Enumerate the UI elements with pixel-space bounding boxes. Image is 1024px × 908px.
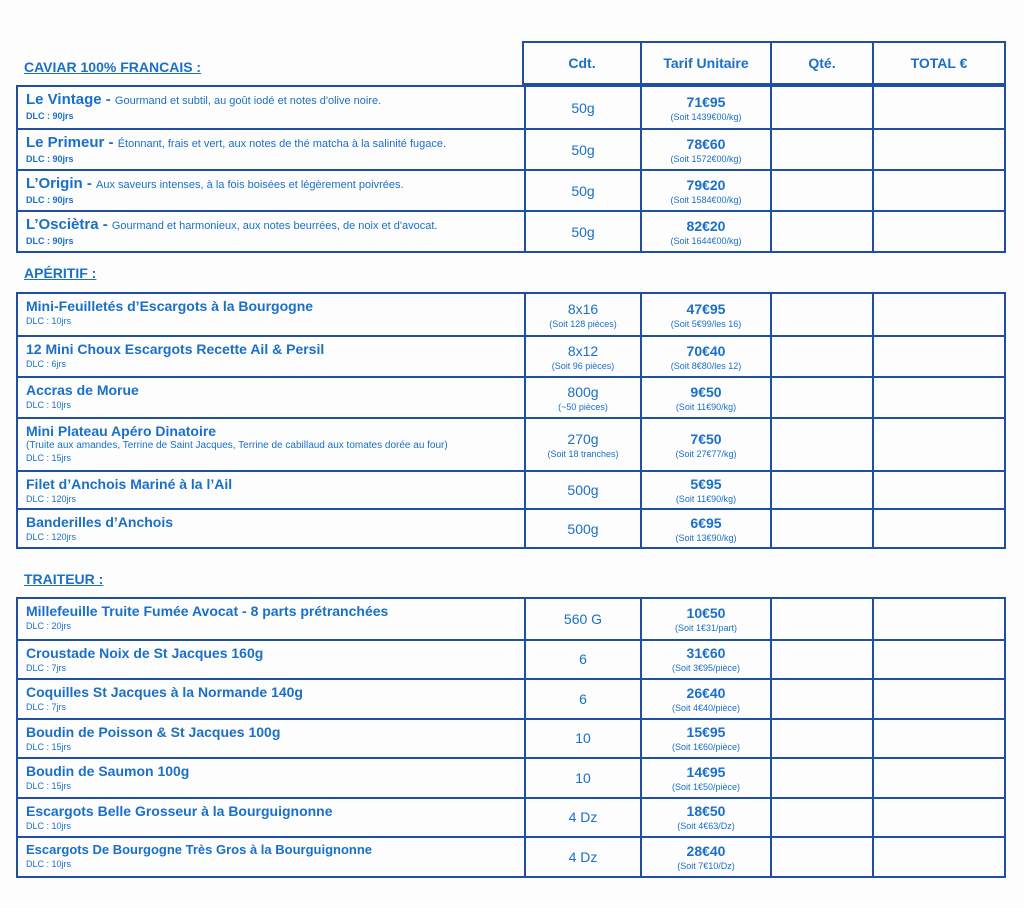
cdt-value: 10 xyxy=(575,769,591,786)
cdt-cell xyxy=(524,87,640,128)
total-cell[interactable] xyxy=(872,799,1004,837)
price-per-unit: (Soit 27€77/kg) xyxy=(675,448,737,459)
total-cell[interactable] xyxy=(872,87,1004,128)
qte-input-cell[interactable] xyxy=(770,472,872,508)
tarif-cell xyxy=(640,337,770,376)
total-cell[interactable] xyxy=(872,759,1004,797)
product-cell xyxy=(18,680,524,718)
table-row xyxy=(18,757,1004,797)
header-qte: Qté. xyxy=(770,43,872,83)
cdt-value: 6 xyxy=(579,690,587,707)
price-per-unit: (Soit 11€90/kg) xyxy=(675,494,737,504)
cdt-value: 50g xyxy=(571,99,595,116)
product-dlc: DLC : 15jrs xyxy=(26,781,72,791)
product-cell xyxy=(18,87,524,128)
table-row xyxy=(18,335,1004,376)
cdt-cell xyxy=(524,641,640,679)
product-description: Gourmand et harmonieux, aux notes beurrées, de noix et d'avocat. xyxy=(111,220,438,232)
product-cell xyxy=(18,599,524,639)
cdt-detail: (Soit 128 pièces) xyxy=(549,318,617,329)
cdt-cell xyxy=(524,212,640,251)
traiteur-table xyxy=(16,597,1006,878)
product-name: Banderilles d’Anchois xyxy=(26,514,174,530)
table-row xyxy=(18,599,1004,639)
price-per-unit: (Soit 1€31/part) xyxy=(674,622,738,633)
cdt-cell xyxy=(524,294,640,335)
product-name: Filet d’Anchois Mariné à la l’Ail xyxy=(26,476,233,492)
qte-input-cell[interactable] xyxy=(770,212,872,251)
cdt-cell xyxy=(524,171,640,210)
product-cell xyxy=(18,759,524,797)
cdt-cell xyxy=(524,720,640,758)
price-value: 10€50 xyxy=(686,604,726,621)
product-dlc: DLC : 10jrs xyxy=(26,859,72,869)
caviar-table xyxy=(16,85,1006,253)
cdt-detail: (~50 pièces) xyxy=(558,401,608,412)
product-dlc: DLC : 15jrs xyxy=(26,453,72,463)
price-value: 5€95 xyxy=(690,476,722,492)
product-cell xyxy=(18,171,524,210)
product-dlc: DLC : 7jrs xyxy=(26,702,67,712)
table-row xyxy=(18,128,1004,169)
cdt-value: 50g xyxy=(571,182,595,199)
price-value: 6€95 xyxy=(690,514,722,531)
product-name: L’Osciètra - xyxy=(26,216,112,233)
total-cell[interactable] xyxy=(872,212,1004,251)
qte-input-cell[interactable] xyxy=(770,759,872,797)
total-cell[interactable] xyxy=(872,680,1004,718)
total-cell[interactable] xyxy=(872,641,1004,679)
cdt-cell xyxy=(524,599,640,639)
tarif-cell xyxy=(640,759,770,797)
product-cell xyxy=(18,212,524,251)
tarif-cell xyxy=(640,294,770,335)
product-dlc: DLC : 15jrs xyxy=(26,741,72,752)
qte-input-cell[interactable] xyxy=(770,378,872,417)
section-title-caviar: CAVIAR 100% FRANCAIS : xyxy=(24,59,202,75)
product-dlc: DLC : 90jrs xyxy=(26,236,74,246)
total-cell[interactable] xyxy=(872,599,1004,639)
cdt-cell xyxy=(524,419,640,470)
product-name: Millefeuille Truite Fumée Avocat - 8 parts prétranchées xyxy=(26,603,389,619)
total-cell[interactable] xyxy=(872,838,1004,876)
qte-input-cell[interactable] xyxy=(770,838,872,876)
price-value: 9€50 xyxy=(690,383,722,400)
product-cell xyxy=(18,838,524,876)
cdt-cell xyxy=(524,130,640,169)
product-dlc: DLC : 10jrs xyxy=(26,820,72,831)
price-value: 18€50 xyxy=(686,803,726,820)
table-row xyxy=(18,639,1004,679)
table-row xyxy=(18,417,1004,470)
price-value: 71€95 xyxy=(686,93,726,110)
product-cell xyxy=(18,510,524,547)
price-per-unit: (Soit 13€90/kg) xyxy=(675,532,737,543)
table-row xyxy=(18,376,1004,417)
cdt-value: 4 Dz xyxy=(568,809,598,826)
cdt-cell xyxy=(524,510,640,547)
product-name: Le Primeur - xyxy=(26,134,118,151)
product-name: Boudin de Poisson & St Jacques 100g xyxy=(26,723,281,740)
total-cell[interactable] xyxy=(872,720,1004,758)
price-value: 15€95 xyxy=(686,724,726,741)
qte-input-cell[interactable] xyxy=(770,510,872,547)
product-cell xyxy=(18,799,524,837)
product-description: Étonnant, frais et vert, aux notes de thé matcha à la salinité fugace. xyxy=(117,138,447,150)
price-value: 7€50 xyxy=(690,430,722,447)
qte-input-cell[interactable] xyxy=(770,641,872,679)
price-value: 70€40 xyxy=(686,342,726,359)
table-row xyxy=(18,678,1004,718)
table-row xyxy=(18,210,1004,251)
qte-input-cell[interactable] xyxy=(770,599,872,639)
cdt-value: 10 xyxy=(575,730,591,747)
qte-input-cell[interactable] xyxy=(770,171,872,210)
tarif-cell xyxy=(640,510,770,547)
cdt-value: 500g xyxy=(567,520,599,537)
cdt-cell xyxy=(524,838,640,876)
product-name: Croustade Noix de St Jacques 160g xyxy=(26,644,264,661)
header-cdt: Cdt. xyxy=(568,55,596,71)
tarif-cell xyxy=(640,720,770,758)
product-dlc: DLC : 10jrs xyxy=(26,316,72,326)
cdt-cell xyxy=(524,337,640,376)
cdt-cell xyxy=(524,472,640,508)
product-cell xyxy=(18,419,524,470)
product-name: L’Origin - xyxy=(26,175,96,192)
section-title-aperitif: APÉRITIF : xyxy=(24,265,97,281)
table-row xyxy=(18,718,1004,758)
qte-input-cell[interactable] xyxy=(770,680,872,718)
tarif-cell xyxy=(640,599,770,639)
price-per-unit: (Soit 4€40/pièce) xyxy=(671,702,741,713)
aperitif-table xyxy=(16,292,1006,549)
product-name: Escargots Belle Grosseur à la Bourguignonne xyxy=(26,802,333,819)
cdt-value: 560 G xyxy=(563,610,603,627)
table-row xyxy=(18,508,1004,547)
price-per-unit: (Soit 5€99/les 16) xyxy=(670,318,742,329)
product-name: Accras de Morue xyxy=(26,382,139,398)
qte-input-cell[interactable] xyxy=(770,337,872,376)
table-row xyxy=(18,87,1004,128)
cdt-value: 800g xyxy=(567,383,599,400)
table-row xyxy=(18,470,1004,508)
cdt-value: 50g xyxy=(571,223,595,240)
total-cell[interactable] xyxy=(872,171,1004,210)
product-name: Coquilles St Jacques à la Normande 140g xyxy=(26,684,303,700)
product-cell xyxy=(18,294,524,335)
product-cell xyxy=(18,472,524,508)
header-total: TOTAL € xyxy=(872,43,1004,83)
product-cell xyxy=(18,337,524,376)
price-per-unit: (Soit 8€80/les 12) xyxy=(670,360,742,371)
cdt-value: 8x12 xyxy=(567,342,599,359)
product-name: Boudin de Saumon 100g xyxy=(26,763,190,779)
price-value: 78€60 xyxy=(686,135,726,152)
price-per-unit: (Soit 11€90/kg) xyxy=(675,401,737,412)
product-dlc: DLC : 6jrs xyxy=(26,359,67,369)
cdt-value: 500g xyxy=(567,482,599,498)
qte-input-cell[interactable] xyxy=(770,294,872,335)
tarif-cell xyxy=(640,130,770,169)
cdt-value: 50g xyxy=(571,141,595,158)
product-dlc: DLC : 90jrs xyxy=(26,154,74,164)
tarif-cell xyxy=(640,419,770,470)
total-cell[interactable] xyxy=(872,378,1004,417)
price-value: 28€40 xyxy=(686,842,726,859)
tarif-cell xyxy=(640,378,770,417)
total-cell[interactable] xyxy=(872,419,1004,470)
tarif-cell xyxy=(640,680,770,718)
tarif-cell xyxy=(640,171,770,210)
total-cell[interactable] xyxy=(872,294,1004,335)
total-cell[interactable] xyxy=(872,337,1004,376)
price-value: 79€20 xyxy=(686,176,726,193)
total-cell[interactable] xyxy=(872,130,1004,169)
price-value: 31€60 xyxy=(686,645,726,662)
section-title-traiteur: TRAITEUR : xyxy=(24,571,104,587)
product-description: Aux saveurs intenses, à la fois boisées et légèrement poivrées. xyxy=(96,179,404,191)
tarif-cell xyxy=(640,838,770,876)
cdt-detail: (Soit 18 tranches) xyxy=(547,448,619,459)
price-per-unit: (Soit 1584€00/kg) xyxy=(670,194,742,205)
product-dlc: DLC : 10jrs xyxy=(26,400,72,410)
tarif-cell xyxy=(640,799,770,837)
table-row xyxy=(18,294,1004,335)
product-name: Mini-Feuilletés d’Escargots à la Bourgogne xyxy=(26,298,314,314)
table-row xyxy=(18,169,1004,210)
cdt-value: 6 xyxy=(579,651,587,668)
product-name: Mini Plateau Apéro Dinatoire xyxy=(26,423,217,439)
tarif-cell xyxy=(640,87,770,128)
product-cell xyxy=(18,720,524,758)
cdt-value: 8x16 xyxy=(567,300,599,317)
product-description: Gourmand et subtil, au goût iodé et notes d'olive noire. xyxy=(114,95,382,107)
product-composition: (Truite aux amandes, Terrine de Saint Jacques, Terrine de cabillaud aux tomates dorée au four) xyxy=(26,440,448,451)
cdt-cell xyxy=(524,680,640,718)
cdt-value: 270g xyxy=(567,430,599,447)
price-per-unit: (Soit 4€63/Dz) xyxy=(677,821,735,832)
product-dlc: DLC : 90jrs xyxy=(26,111,74,121)
product-dlc: DLC : 120jrs xyxy=(26,532,77,542)
product-dlc: DLC : 90jrs xyxy=(26,195,74,205)
price-per-unit: (Soit 1€60/pièce) xyxy=(671,742,741,753)
price-per-unit: (Soit 1644€00/kg) xyxy=(670,235,742,246)
qte-input-cell[interactable] xyxy=(770,720,872,758)
price-per-unit: (Soit 1572€00/kg) xyxy=(670,153,742,164)
qte-input-cell[interactable] xyxy=(770,419,872,470)
product-dlc: DLC : 7jrs xyxy=(26,662,67,673)
total-cell[interactable] xyxy=(872,510,1004,547)
tarif-cell xyxy=(640,472,770,508)
cdt-cell xyxy=(524,759,640,797)
product-name: 12 Mini Choux Escargots Recette Ail & Persil xyxy=(26,341,325,357)
product-cell xyxy=(18,130,524,169)
price-value: 26€40 xyxy=(686,684,726,701)
table-row xyxy=(18,797,1004,837)
tarif-cell xyxy=(640,212,770,251)
price-value: 47€95 xyxy=(686,300,726,317)
total-cell[interactable] xyxy=(872,472,1004,508)
qte-input-cell[interactable] xyxy=(770,87,872,128)
product-dlc: DLC : 20jrs xyxy=(26,621,72,631)
price-per-unit: (Soit 3€95/pièce) xyxy=(671,663,741,674)
cdt-value: 4 Dz xyxy=(568,848,598,865)
price-per-unit: (Soit 1439€00/kg) xyxy=(670,111,742,122)
product-cell xyxy=(18,641,524,679)
price-value: 82€20 xyxy=(686,217,726,234)
price-per-unit: (Soit 1€50/pièce) xyxy=(671,781,741,792)
product-dlc: DLC : 120jrs xyxy=(26,494,77,504)
cdt-detail: (Soit 96 pièces) xyxy=(551,360,615,371)
table-row xyxy=(18,836,1004,876)
product-cell xyxy=(18,378,524,417)
qte-input-cell[interactable] xyxy=(770,130,872,169)
product-name: Le Vintage - xyxy=(26,91,115,108)
header-tarif-unitaire: Tarif Unitaire xyxy=(640,43,770,83)
qte-input-cell[interactable] xyxy=(770,799,872,837)
column-header-row xyxy=(522,41,1006,85)
price-value: 14€95 xyxy=(686,763,726,780)
price-per-unit: (Soit 7€10/Dz) xyxy=(677,860,735,871)
tarif-cell xyxy=(640,641,770,679)
cdt-cell xyxy=(524,378,640,417)
cdt-cell xyxy=(524,799,640,837)
product-name: Escargots De Bourgogne Très Gros à la Bourguignonne xyxy=(26,842,372,857)
